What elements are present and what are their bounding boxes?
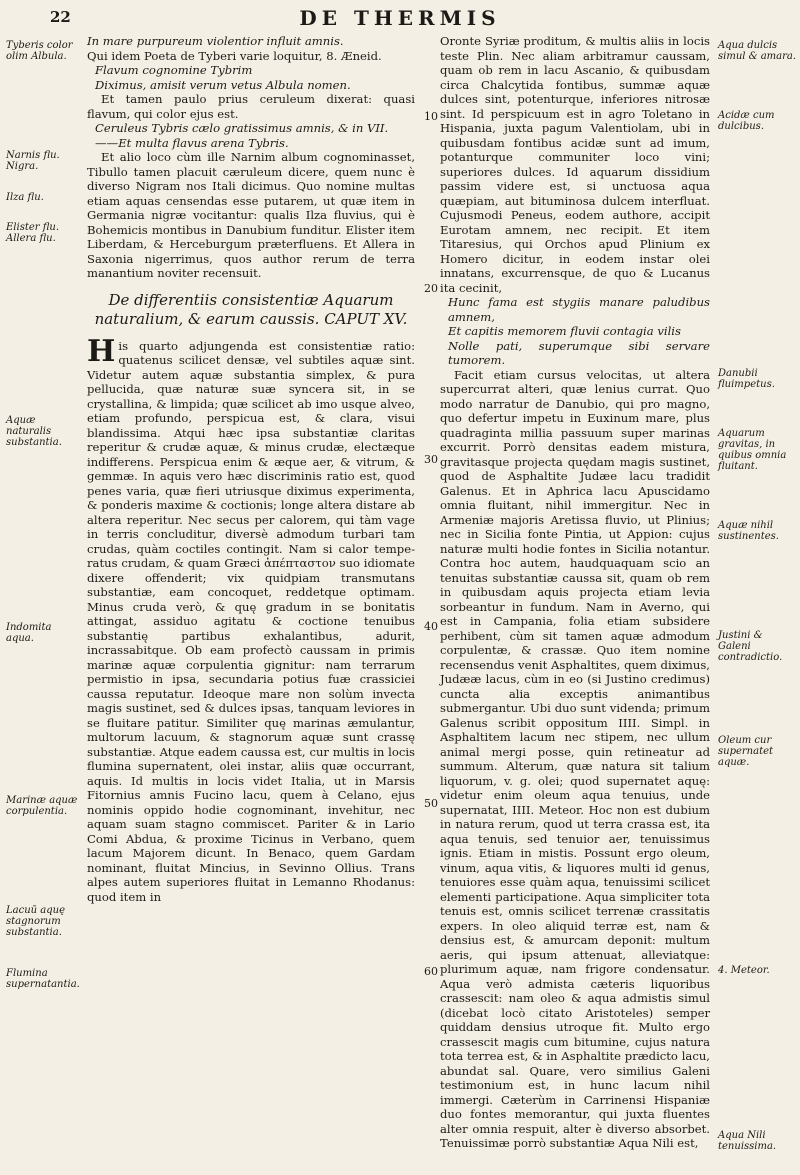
line-number: 20 (424, 282, 438, 295)
paragraph: Qui idem Poeta de Tyberi varie loquitur, 8. Æneid. (87, 48, 382, 63)
right-column (440, 34, 710, 1151)
margin-note: Aquæ naturalis substantia. (6, 415, 62, 448)
line-number: 60 (424, 965, 438, 978)
margin-note: Acidæ cum dulcibus. (718, 110, 775, 132)
paragraph: His quarto adjungenda est consistentiæ ratio: quatenus scilicet densæ, vel subtiles aquæ sint. Videtur autem aquæ substantia simplex, & pura pellucida, quæ naturæ suæ syncera sit, in se crystallina, & limpida; quæ scilicet ab imo usque alveo, etiam profundo, perspicua est, & clara, visui blandissima. Atqui hæc ipsa substantiæ claritas reperitur & crudæ aquæ, & minus crudæ, electæque indifferens. Perspicua enim & æque aer, & vitrum, & gemmæ. In aquis vero hæc discriminis ratio est, quod penes varia, quæ fieri utriusque diximus experimenta, & ponderis maxime & coctionis; longe altera distare ab altera reperitur. Nec secus per calorem, qui tàm vage in terris concluditur, diversè admodum turbari tam crudas, quàm coctiles contingit. Nam si calor temperatus crudam, & quam Græci ἀπέπταστον suo idiomate dixere offenderit; vix quidpiam transmutans substantiæ, eam concoquet, reddetque optimam. Minus cruda verò, & quę gradum in se bonitatis attingat, assiduo agitatu & coctione tenuibus substantię partibus exhalantibus, adurit, incrassabitque. Ob eam profectò caussam in primis marinæ aquæ corpulentia gignitur: nam terrarum permistio in ipsa, secundaria potius fuæ crassiciei caussa reputatur. Ideoque mare non solùm invecta magis sustinet, sed & dulces ipsas, tanquam leviores in se fluitare patitur. Similiter quę marinas æmulantur, multorum lacuum, & stagnorum aquæ sunt crassę substantiæ. Atque eadem caussa est, cur multis in locis flumina supernatent, olei instar, aliis quæ occurrant, aquis. Id multis in locis videt Italia, ut in Marsis Fitornius amnis Fucino lacu, quem à Celano, ejus nominis oppido hodie cognominant, invehitur, nec aquam suam stagno commiscet. Pariter & in Lario Comi Abdua, & proxime Ticinus in Verbano, quem lacum Majorem dicunt. In Benaco, quem Gardam nominant, fluitat Mincius, in Sevinno Ollius. Trans alpes autem superiores fluitat in Lemanno Rhodanus: quod item in (87, 333, 415, 904)
paragraph: Et alio loco cùm ille Narnim album cognominasset, Tibullo tamen placuit cæruleum dicere, quem nunc è diverso Nigram nos Itali dicimus. Quo nomine multas etiam aquas censendas esse putarem, ut quæ item in Germania nigræ vocitantur: qualis Ilza fluvius, qui è Bohemicis montibus in Danubium funditur. Elister item Liberdam, & Herceburgum præterfluens. Et Allera in Saxonia nigerrimus, quos author rerum de terra manantium noviter recensuit. (87, 150, 415, 280)
verse-line: Nolle pati, superumque sibi servare tumorem. (448, 338, 710, 367)
paragraph: Oronte Syriæ proditum, & multis aliis in locis teste Plin. Nec aliam arbitramur caussam, quam ob rem in lacu Ascanio, & quibusdam circa Chalcytida fontibus, summæ aquæ dulces sint, potenturque, inferiores nitrosæ sint. Id perspicuum est in agro Toletano in Hispania, juxta pagum Valentiolam, ubi in quibusdam fontibus acidæ sunt ad imum, potanturque communiter loco vini; superiores dulces. Id aquarum dissidium passim videre est, si unctuosa aqua quæpiam, aut bituminosa dulcem interfluat. Cujusmodi Peneus, eodem authore, accipit Eurotam amnem, nec recipit. Et item Titaresius, qui Orchos apud Plinium ex Homero dicitur, in eodem instar olei innatans, excurrensque, de quo & Lucanus ita cecinit, (440, 34, 710, 295)
margin-note: Aquarum gravitas, in quibus omnia fluitant. (718, 428, 787, 472)
margin-note: Tyberis color olim Albula. (6, 40, 73, 62)
verse-line: Ceruleus Tybris cælo gratissimus amnis, & in VII. (95, 121, 389, 135)
verse-line: In mare purpureum violentior influit amnis. (87, 34, 344, 48)
running-header (0, 6, 800, 36)
margin-note: Aqua dulcis simul & amara. (718, 40, 797, 62)
margin-note: 4. Meteor. (718, 965, 770, 976)
margin-note: Ilza flu. (6, 192, 44, 203)
margin-note: Marinæ aquæ corpulentia. (6, 795, 78, 817)
left-column (87, 34, 415, 904)
verse-line: Diximus, amisit verum vetus Albula nomen. (95, 77, 351, 92)
verse-line: ——Et multa flavus arena Tybris. (95, 135, 289, 150)
verse-line: Et capitis memorem fluvii contagia vilis (448, 324, 681, 338)
margin-note: Lacuū aquę stagnorum substantia. (6, 905, 65, 938)
margin-note: Danubii fluimpetus. (718, 368, 775, 390)
margin-note: Justini & Galeni contradictio. (718, 630, 783, 663)
verse-line: Hunc fama est stygiis manare paludibus amnem, (448, 295, 710, 324)
line-number: 50 (424, 797, 438, 810)
margin-note: Narnis flu. Nigra. (6, 150, 60, 172)
paragraph: Facit etiam cursus velocitas, ut altera supercurrat alteri, quæ lenius currat. Quo modo narratur de Danubio, qui pro magno, quo defertur impetu in Euxinum mare, plus quadraginta millia passuum super marinas excurrit. Porrò densitas eadem mistura, gravitasque projecta quędam magis sustinet, quod de Asphaltite Judæe lacu tradidit Galenus. Et in Aphrica lacu Apuscidamo omnia fluitant, nihil immergitur. Nec in Armeniæ majoris Aretissa fluvio, ut Plinius; nec in Sicilia fonte Pintia, ut Appion: cujus naturæ multi hodie fontes in Sicilia notantur. Contra hoc autem, haudquaquam scio an tenuitas substantiæ caussa sit, quam ob rem in quibusdam aquis projecta etiam levia sorbeantur in fundum. Nam in Averno, qui est in Campania, folia etiam subsidere perhibent, cùm sit tamen aquæ admodum corpulentæ, & crassæ. Quo item nomine recensendus venit Asphaltites, quem diximus, Judææ lacus, cùm in eo (si Justino credimus) cuncta alia exceptis animantibus submergantur. Ubi duo sunt videnda; primum Galenus scribit oppositum IIII. Simpl. in Asphaltitem lacum nec stipem, nec ullum animal mergi posse, quin retineatur ad summum. Alterum, quæ natura sit talium liquorum, v. g. olei; quod supernatet aquę: videtur enim oleum aqua tenuius, unde supernatat, IIII. Meteor. Hoc non est dubium in natura rerum, quod ut terra crassa est, ita aqua tenuis, sed tenuior aer, tenuissimus ignis. Etiam in mistis. Possunt ergo oleum, vinum, aqua vitis, & liquores multi id genus, tenuiores esse quàm aqua, tenuissimi scilicet elementi participatione. Aqua simpliciter tota tenuis est, omnis scilicet terrenæ crassitatis expers. In oleo aliquid terræ est, nam & densius est, & amurcam deponit: multum aeris, qui ipsum attenuat, alleviatque: plurimum aquæ, nam frigore condensatur. Aqua verò admista cæteris liquoribus crassescit: nam oleo & aqua admistis simul (dicebat locò citato Aristoteles) semper quiddam densius utroque fit. Multo ergo crassescit magis cum bitumine, cujus natura tota terrea est, & in Asphaltite prædicto lacu, abundat sal. Quare, vero similius Galeni testimonium est, in hunc lacum nihil immergi. Cæterùm in Carrinensi Hispaniæ duo fontes memorantur, qui juxta fluentes alter omnia respuit, alter è diverso absorbet. Tenuissimæ porrò substantiæ Aqua Nili est, (440, 367, 710, 1150)
line-number: 40 (424, 620, 438, 633)
margin-note: Flumina supernatantia. (6, 968, 80, 990)
paragraph: Et tamen paulo prius ceruleum dixerat: quasi flavum, qui color ejus est. (87, 92, 415, 121)
margin-note: Aqua Nili tenuissima. (718, 1130, 777, 1152)
margin-note: Elister flu. Allera flu. (6, 222, 60, 244)
verse-line: Flavum cognomine Tybrim (95, 63, 253, 77)
page-number: 22 (50, 8, 71, 26)
line-number: 30 (424, 453, 438, 466)
running-title: DE THERMIS (299, 6, 501, 30)
chapter-heading: De differentiis consistentiæ Aquarum naturalium, & earum caussis. CAPUT XV. (94, 290, 408, 328)
margin-note: Oleum cur supernatet aquæ. (718, 735, 774, 768)
line-number: 10 (424, 110, 438, 123)
margin-note: Indomita aqua. (6, 622, 52, 644)
margin-note: Aquæ nihil sustinentes. (718, 520, 779, 542)
